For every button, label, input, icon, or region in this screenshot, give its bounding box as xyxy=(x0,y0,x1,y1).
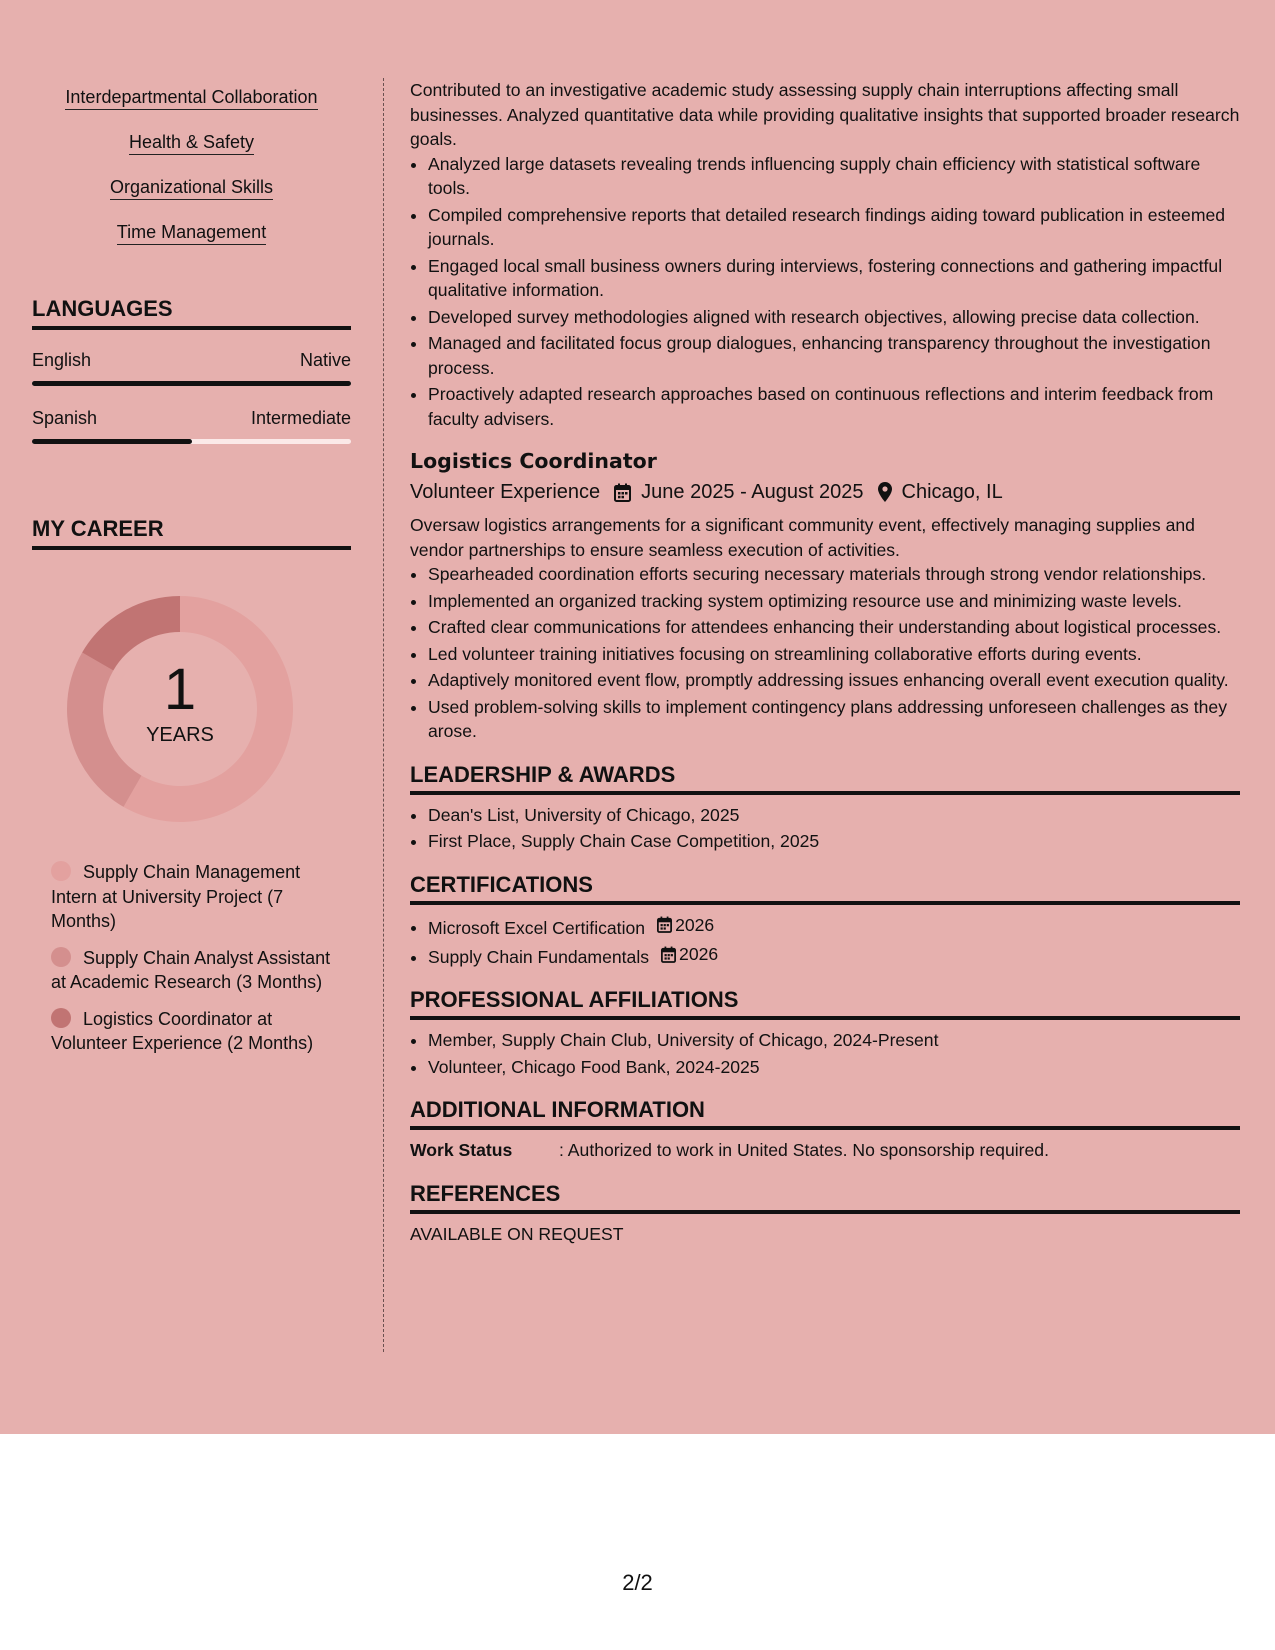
legend-dot xyxy=(51,947,71,967)
career-heading: MY CAREER xyxy=(32,516,351,550)
career-legend-label: Supply Chain Analyst Assistant at Academic Research (3 Months) xyxy=(51,947,331,992)
award-item: • First Place, Supply Chain Case Competition, 2025 xyxy=(428,829,1240,854)
calendar-icon xyxy=(657,916,672,933)
job-summary: Oversaw logistics arrangements for a significant community event, effectively managing supplies and vendor partnerships to ensure seamless execution of activities. xyxy=(410,515,1195,560)
language-proficiency-bar xyxy=(32,439,351,444)
affiliations-list xyxy=(410,1028,1240,1079)
bullet-item: • Managed and facilitated focus group dialogues, enhancing transparency throughout the investigation process. xyxy=(428,331,1240,380)
award-item: • Dean's List, University of Chicago, 2025 xyxy=(428,803,1240,828)
research-summary: Contributed to an investigative academic study assessing supply chain interruptions affecting small businesses. Analyzed quantitative data while providing qualitative insights that supported broader research goals. xyxy=(410,80,1240,149)
career-legend-item xyxy=(51,946,331,995)
certifications-heading: CERTIFICATIONS xyxy=(410,872,1240,905)
right-column xyxy=(410,78,1240,1246)
career-donut-chart xyxy=(65,594,295,824)
references-heading: REFERENCES xyxy=(410,1181,1240,1214)
language-proficiency-fill xyxy=(32,439,192,444)
calendar-icon xyxy=(614,483,631,502)
bullet-item: • Compiled comprehensive reports that detailed research findings aiding toward publication in esteemed journals. xyxy=(428,203,1240,252)
job-location: Chicago, IL xyxy=(901,481,1003,503)
certifications-list xyxy=(410,913,1240,970)
research-bullets xyxy=(410,152,1240,432)
career-legend-item xyxy=(51,1007,331,1056)
bullet-item: • Proactively adapted research approaches based on continuous reflections and interim feedback from faculty advisers. xyxy=(428,382,1240,431)
skills-list xyxy=(32,78,351,258)
language-level: Native xyxy=(299,350,351,370)
career-legend-label: Supply Chain Management Intern at University Project (7 Months) xyxy=(51,862,301,931)
job-organization: Volunteer Experience xyxy=(410,481,601,503)
certification-year: 2026 xyxy=(679,943,719,964)
page-number: 2/2 xyxy=(622,1570,653,1595)
languages-heading: LANGUAGES xyxy=(32,296,351,330)
skill-item: Organizational Skills xyxy=(110,176,273,200)
bullet-item: • Used problem-solving skills to implement contingency plans addressing unforeseen challenges as they arose. xyxy=(428,695,1240,744)
language-proficiency-bar xyxy=(32,381,351,386)
bullet-item: • Implemented an organized tracking system optimizing resource use and minimizing waste levels. xyxy=(428,589,1240,614)
skill-item: Interdepartmental Collaboration xyxy=(65,86,317,110)
language-entry xyxy=(32,408,351,444)
career-legend-item xyxy=(51,860,331,934)
legend-dot xyxy=(51,861,71,881)
leadership-list xyxy=(410,803,1240,854)
bullet-item: • Spearheaded coordination efforts securing necessary materials through strong vendor relationships. xyxy=(428,562,1240,587)
bullet-item: • Led volunteer training initiatives focusing on streamlining collaborative efforts during events. xyxy=(428,642,1240,667)
bullet-item: • Adaptively monitored event flow, promptly addressing issues enhancing overall event execution quality. xyxy=(428,668,1240,693)
career-total-unit: YEARS xyxy=(146,724,214,746)
language-proficiency-fill xyxy=(32,381,351,386)
additional-info-heading: ADDITIONAL INFORMATION xyxy=(410,1097,1240,1130)
work-status-label: Work Status xyxy=(410,1140,513,1160)
career-legend xyxy=(51,860,331,1056)
calendar-icon xyxy=(661,946,676,963)
left-column xyxy=(32,78,351,1068)
location-pin-icon xyxy=(878,482,892,502)
certification-year: 2026 xyxy=(675,914,715,935)
certification-item xyxy=(428,913,1240,940)
certification-name: Supply Chain Fundamentals xyxy=(428,946,650,967)
work-status-value: : Authorized to work in United States. No sponsorship required. xyxy=(559,1140,1049,1160)
bullet-item: • Analyzed large datasets revealing trends influencing supply chain efficiency with statistical software tools. xyxy=(428,152,1240,201)
language-entry xyxy=(32,350,351,386)
job-bullets xyxy=(410,562,1240,744)
career-total-number: 1 xyxy=(163,657,197,722)
work-status-row xyxy=(410,1138,1240,1163)
job-meta xyxy=(410,477,1240,507)
bullet-item: • Engaged local small business owners during interviews, fostering connections and gathering impactful qualitative information. xyxy=(428,254,1240,303)
legend-dot xyxy=(51,1008,71,1028)
language-name: English xyxy=(32,350,92,370)
job-title: Logistics Coordinator xyxy=(410,449,657,473)
skill-item: Time Management xyxy=(117,221,266,245)
affiliation-item: • Member, Supply Chain Club, University of Chicago, 2024-Present xyxy=(428,1028,1240,1053)
affiliations-heading: PROFESSIONAL AFFILIATIONS xyxy=(410,987,1240,1020)
certification-item xyxy=(428,942,1240,969)
bullet-item: • Developed survey methodologies aligned with research objectives, allowing precise data collection. xyxy=(428,305,1240,330)
career-legend-label: Logistics Coordinator at Volunteer Experience (2 Months) xyxy=(51,1008,314,1053)
column-divider xyxy=(383,78,384,1352)
leadership-heading: LEADERSHIP & AWARDS xyxy=(410,762,1240,795)
skill-item: Health & Safety xyxy=(129,131,254,155)
job-dates: June 2025 - August 2025 xyxy=(641,481,864,503)
language-name: Spanish xyxy=(32,408,98,428)
language-level: Intermediate xyxy=(250,408,351,428)
bullet-item: • Crafted clear communications for attendees enhancing their understanding about logistical processes. xyxy=(428,615,1240,640)
affiliation-item: • Volunteer, Chicago Food Bank, 2024-2025 xyxy=(428,1055,1240,1080)
references-text: AVAILABLE ON REQUEST xyxy=(410,1223,624,1244)
certification-name: Microsoft Excel Certification xyxy=(428,917,646,938)
